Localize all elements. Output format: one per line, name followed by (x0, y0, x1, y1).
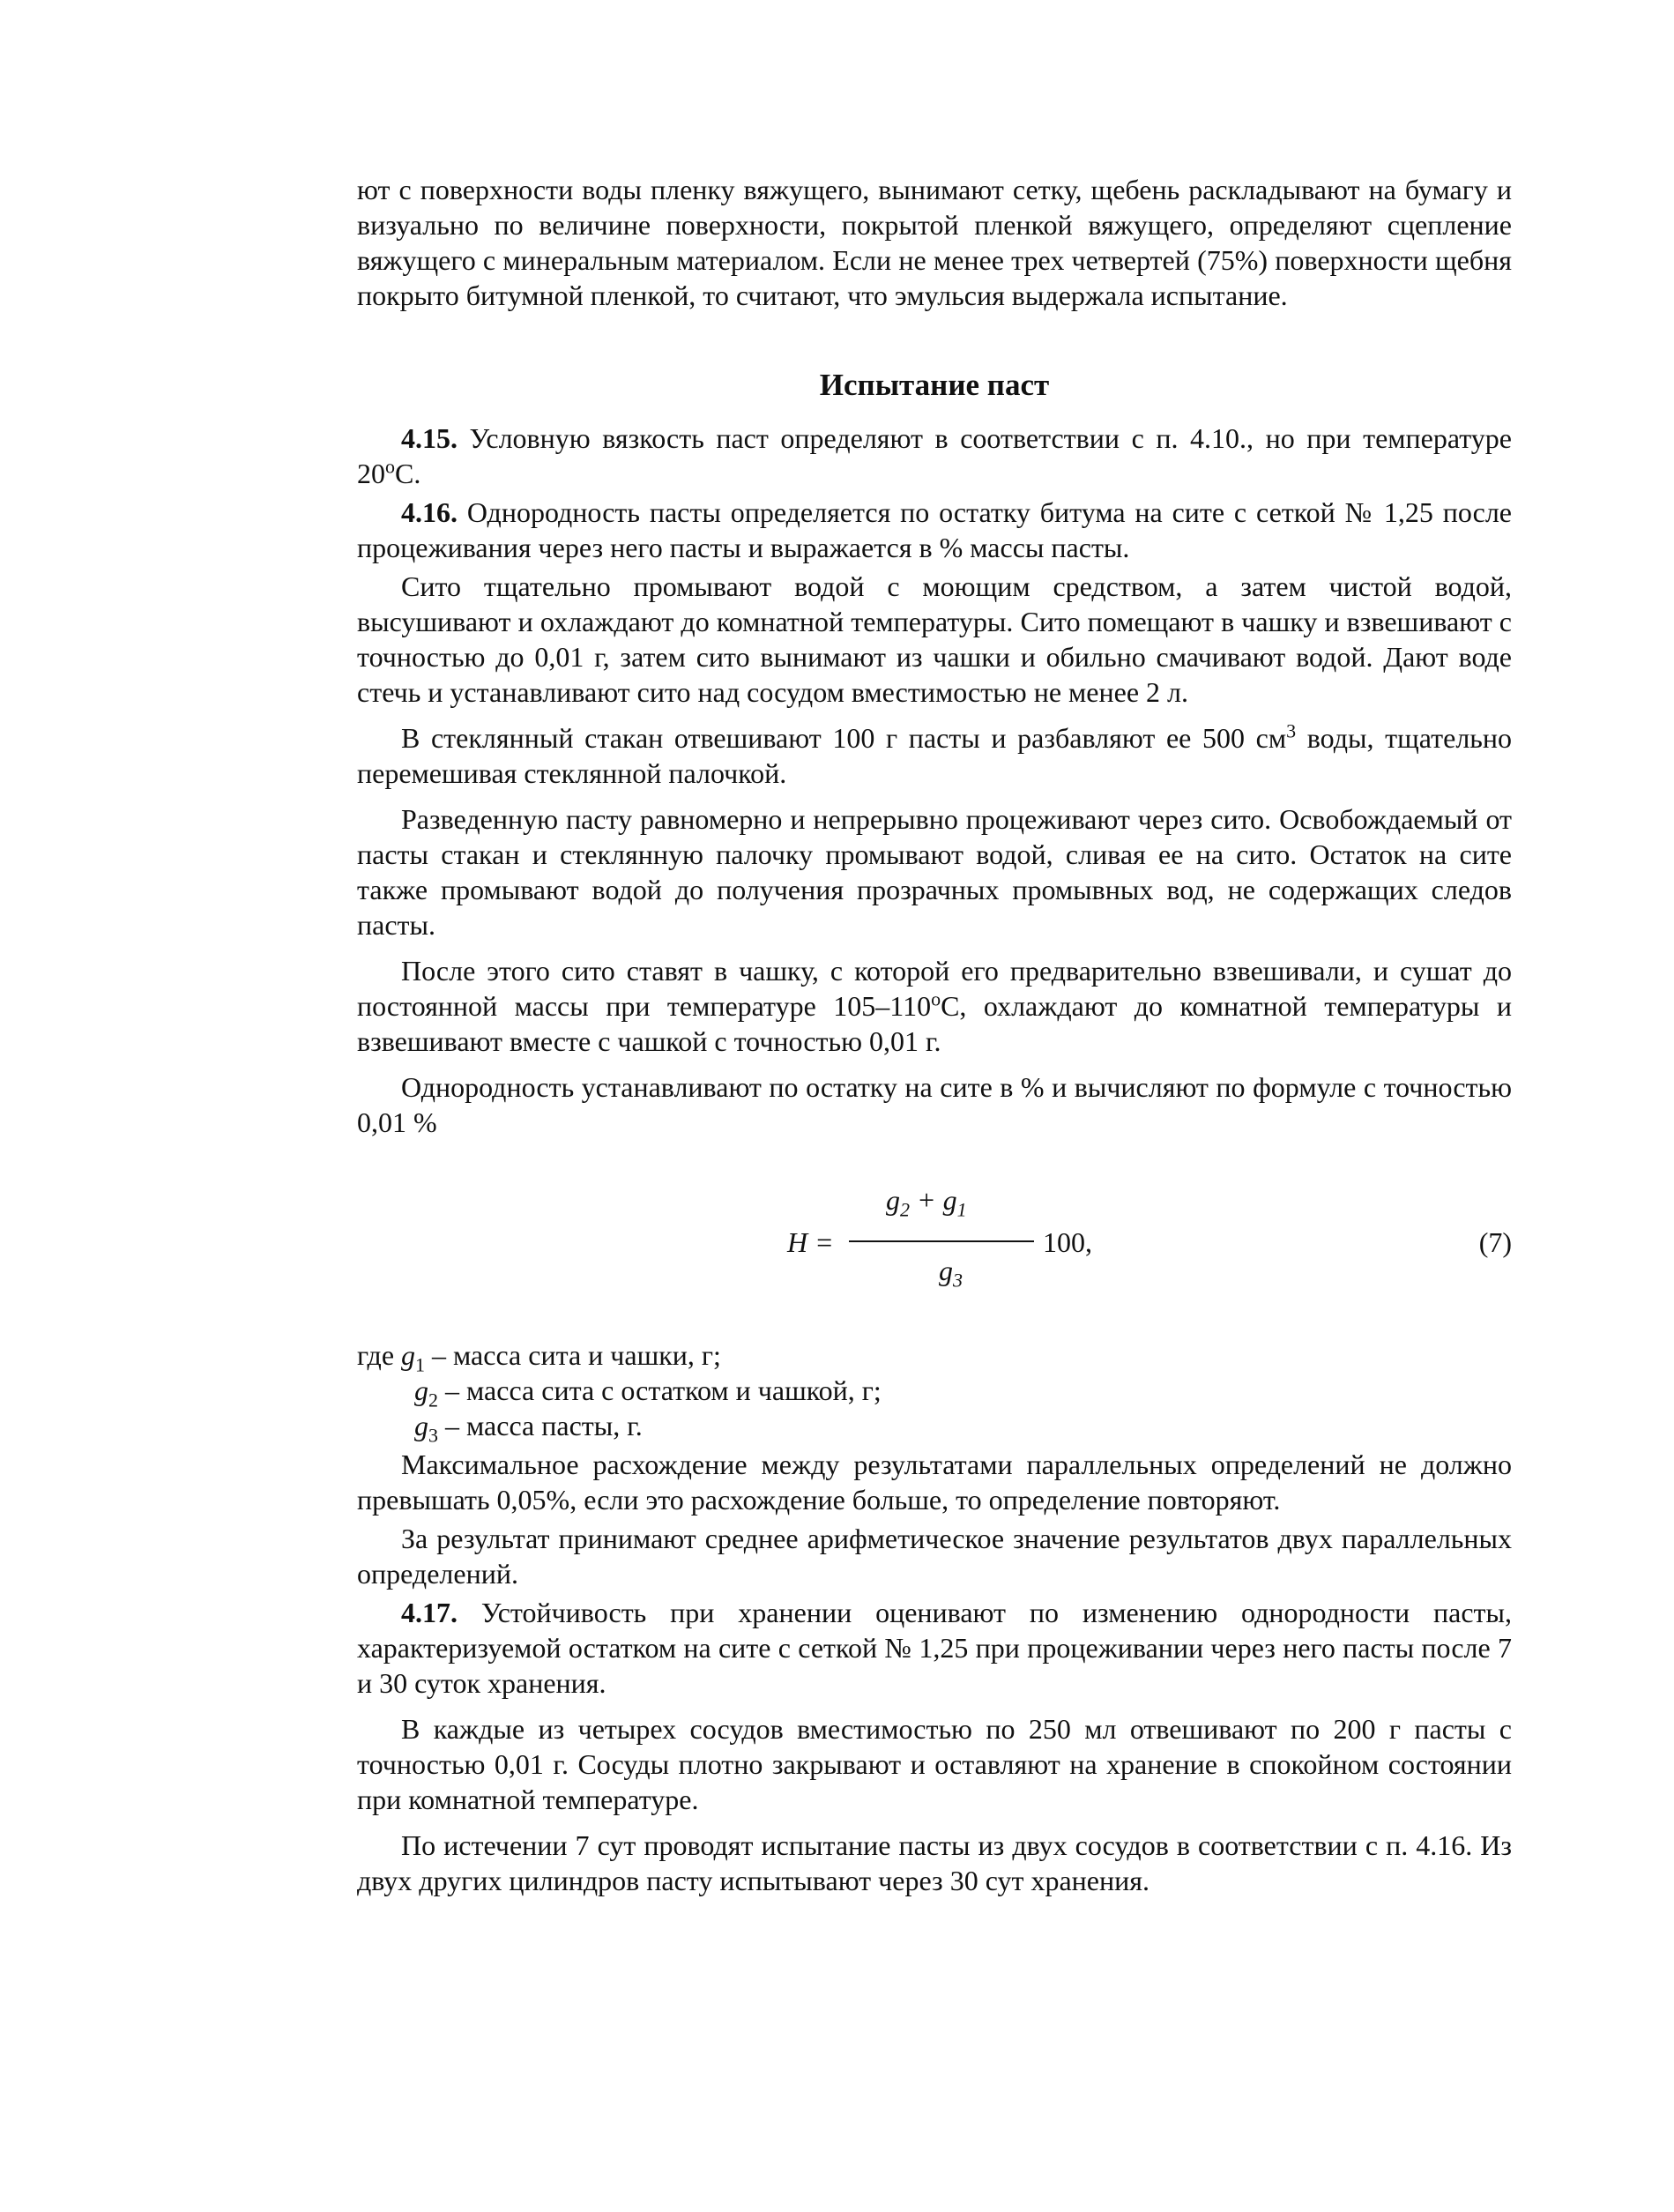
paragraph-vessels: В каждые из четырех сосудов вместимостью по 250 мл отвешивают по 200 г пасты с точностью 0,01 г. Сосуды плотно закрывают и оставляют на хранение в спокойном состоянии при комнатной температуре. (357, 1713, 1512, 1815)
formula-numerator (886, 1182, 967, 1221)
paragraph-text: В стеклянный стакан отвешивают 100 г пасты и разбавляют ее 500 см (401, 722, 1287, 754)
paragraph-text-end: С, охлаждают до комнатной температуры и взвешивают вместе с чашкой с точностью 0,01 г. (357, 990, 1513, 1057)
var-g: g (414, 1374, 428, 1406)
definition-g3 (357, 1408, 1512, 1447)
equation-number: (7) (1478, 1226, 1512, 1258)
paragraph-after-drying (357, 953, 1512, 1059)
definition-text: – масса сита с остатком и чашкой, г; (438, 1374, 882, 1406)
clause-text: Условную вязкость паст определяют в соответствии с п. 4.10., но при температуре 20 (357, 422, 1512, 489)
clause-number: 4.15. (401, 422, 458, 454)
subscript: 1 (415, 1353, 426, 1376)
where-prefix: где (357, 1339, 402, 1371)
paragraph-4-16 (357, 495, 1512, 565)
var-g: g (939, 1255, 953, 1286)
formula-7 (357, 1182, 1512, 1315)
clause-text: Устойчивость при хранении оценивают по изменению однородности пасты, характеризуемой остатком на сите с сеткой № 1,25 при процеживании через него пасты после 7 и 30 суток хранения. (357, 1597, 1512, 1699)
formula-rhs: 100, (1043, 1226, 1092, 1258)
clause-number: 4.17. (401, 1597, 458, 1628)
clause-text-end: С. (395, 458, 421, 489)
formula-denominator (939, 1253, 963, 1292)
paragraph-max-difference: Максимальное расхождение между результатами параллельных определений не должно превышать 0,05%, если это расхождение больше, то определение повторяют. (357, 1449, 1512, 1516)
formula-lhs: H = (787, 1226, 834, 1258)
paragraph-4-15 (357, 421, 1512, 491)
var-g: g (401, 1339, 416, 1371)
var-g: g (942, 1184, 957, 1216)
var-g: g (886, 1184, 900, 1216)
section-heading: Испытание паст (819, 368, 1050, 402)
paragraph-4-17 (357, 1595, 1512, 1701)
paragraph-glass (357, 720, 1512, 791)
paragraph-diluted: Разведенную пасту равномерно и непрерывно процеживают через сито. Освобождаемый от пасты стакан и стеклянную палочку промывают водой, сливая ее на сито. Остаток на сите также промывают водой до получения прозрачных промывных вод, не содержащих следов пасты. (357, 803, 1512, 941)
clause-number: 4.16. (401, 496, 458, 528)
paragraph-sieve-prep: Сито тщательно промывают водой с моющим средством, а затем чистой водой, высушивают и охлаждают до комнатной температуры. Сито помещают в чашку и взвешивают с точностью до 0,01 г, затем сито вынимают из чашки и обильно смачивают водой. Дают воде стечь и устанавливают сито над сосудом вместимостью не менее 2 л. (357, 570, 1512, 708)
definition-g2 (357, 1373, 1512, 1411)
paragraph-text-end: воды, тщательно перемешивая стеклянной палочкой. (357, 722, 1513, 789)
definition-text: – масса пасты, г. (438, 1410, 643, 1441)
subscript: 2 (900, 1198, 910, 1221)
degree-sign: о (385, 455, 395, 478)
subscript: 3 (428, 1424, 438, 1447)
paragraph-text: После этого сито ставят в чашку, с которой его предварительно взвешивали, и сушат до постоянной массы при температуре 105–110 (357, 955, 1512, 1022)
paragraph-result: За результат принимают среднее арифметическое значение результатов двух параллельных определений. (357, 1523, 1512, 1590)
intro-paragraph: ют с поверхности воды пленку вяжущего, вынимают сетку, щебень раскладывают на бумагу и визуально по величине поверхности, покрытой пленкой вяжущего, определяют сцепление вяжущего с минеральным материалом. Если не менее трех четвертей (75%) поверхности щебня покрыто битумной пленкой, то считают, что эмульсия выдержала испытание. (357, 174, 1512, 311)
plus-sign: + (910, 1184, 943, 1216)
subscript: 3 (953, 1269, 963, 1292)
fraction-bar (849, 1240, 1034, 1242)
definition-text: – масса сита и чашки, г; (425, 1339, 721, 1371)
definition-g1 (357, 1337, 1512, 1376)
clause-text: Однородность пасты определяется по остатку битума на сите с сеткой № 1,25 после процеживания через него пасты и выражается в % массы пасты. (357, 496, 1512, 563)
paragraph-homogeneity: Однородность устанавливают по остатку на сите в % и вычисляют по формуле с точностью 0,01 % (357, 1071, 1512, 1138)
degree-sign: о (931, 987, 941, 1010)
document-page (357, 172, 1512, 1898)
cubic-superscript: 3 (1286, 719, 1297, 742)
subscript: 1 (956, 1198, 967, 1221)
variable-definitions (357, 1337, 1512, 1447)
subscript: 2 (428, 1389, 438, 1411)
var-g: g (414, 1410, 428, 1441)
paragraph-after-7-days: По истечении 7 сут проводят испытание пасты из двух сосудов в соответствии с п. 4.16. Из двух других цилиндров пасту испытывают через 30 сут хранения. (357, 1829, 1512, 1896)
